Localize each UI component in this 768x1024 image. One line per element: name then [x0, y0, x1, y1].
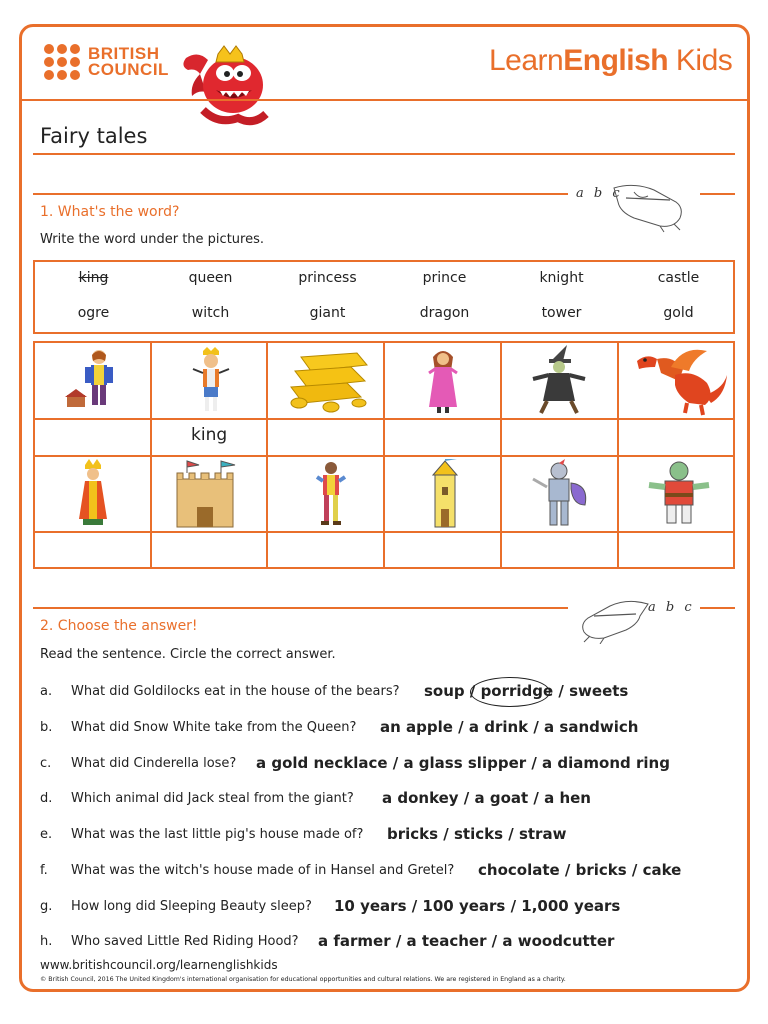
question-row: f. What was the witch's house made of in Hansel and Gretel? chocolate / bricks / cake [40, 861, 682, 879]
word-bank-item: ogre [77, 305, 110, 321]
knight-picture-icon [529, 459, 593, 531]
word-bank-box [33, 260, 735, 334]
british-council-line1: BRITISH [88, 44, 160, 63]
question-row: e. What was the last little pig's house made of? bricks / sticks / straw [40, 825, 567, 843]
section2-rule [33, 607, 568, 609]
word-bank-item: princess [298, 270, 357, 286]
example-answer: king [191, 425, 228, 445]
section2-title: 2. Choose the answer! [40, 618, 198, 634]
writing-hand-icon [576, 594, 652, 644]
witch-picture-icon [527, 345, 591, 417]
section1-rule [33, 193, 568, 195]
header-divider [22, 99, 747, 101]
tower-picture-icon [425, 459, 465, 531]
question-row: a. What did Goldilocks eat in the house of the bears? soup / porridge / sweets [40, 682, 629, 700]
question-row: h. Who saved Little Red Riding Hood? a farmer / a teacher / a woodcutter [40, 932, 615, 950]
dragon-picture-icon [627, 345, 731, 417]
word-bank-item: castle [657, 270, 700, 286]
word-bank-item: king [78, 270, 109, 286]
word-bank-item: witch [191, 305, 230, 321]
ogre-picture-icon [645, 459, 713, 529]
answer-options[interactable]: 10 years / 100 years / 1,000 years [334, 897, 621, 915]
british-council-dots-icon [44, 44, 80, 80]
word-bank-item: prince [422, 270, 467, 286]
giant-picture-icon [65, 347, 125, 415]
section2-instruction: Read the sentence. Circle the correct answer. [40, 647, 336, 662]
british-council-line2: COUNCIL [88, 60, 169, 79]
prince-picture-icon [311, 459, 351, 531]
title-underline [33, 153, 735, 155]
answer-options[interactable]: a gold necklace / a glass slipper / a diamond ring [256, 754, 670, 772]
word-bank-item: knight [539, 270, 584, 286]
writing-hand-icon [604, 178, 688, 234]
queen-picture-icon [69, 459, 117, 529]
section1-instruction: Write the word under the pictures. [40, 232, 264, 247]
section1-rule-right [700, 193, 735, 195]
question-row: d. Which animal did Jack steal from the giant? a donkey / a goat / a hen [40, 789, 591, 807]
answer-circle [470, 677, 550, 707]
footer-copyright: © British Council, 2016 The United Kingdom's international organisation for educational opportunities and cultural relations. We are registered in England as a charity. [40, 976, 566, 983]
section2-abc: a b c [648, 600, 695, 615]
word-bank-item: dragon [419, 305, 470, 321]
gold-picture-icon [281, 347, 377, 415]
word-bank-item: gold [663, 305, 694, 321]
answer-options[interactable]: bricks / sticks / straw [387, 825, 567, 843]
british-council-logo [44, 44, 169, 80]
castle-picture-icon [173, 459, 237, 529]
section1-abc: a b c [576, 186, 623, 201]
footer-url[interactable]: www.britishcouncil.org/learnenglishkids [40, 958, 278, 972]
answer-options[interactable]: a farmer / a teacher / a woodcutter [318, 932, 615, 950]
king-picture-icon [183, 347, 239, 415]
learnenglish-kids-logo: LearnEnglish Kids [489, 44, 733, 77]
answer-options[interactable]: a donkey / a goat / a hen [382, 789, 591, 807]
word-bank-item: queen [188, 270, 233, 286]
question-row: c. What did Cinderella lose? a gold necklace / a glass slipper / a diamond ring [40, 754, 670, 772]
answer-options[interactable]: soup / porridge / sweets [424, 682, 629, 700]
answer-options[interactable]: an apple / a drink / a sandwich [380, 718, 639, 736]
page-title: Fairy tales [40, 124, 148, 148]
word-bank-item: tower [541, 305, 582, 321]
word-bank-item: giant [309, 305, 346, 321]
princess-picture-icon [417, 345, 469, 417]
question-row: g. How long did Sleeping Beauty sleep? 10 years / 100 years / 1,000 years [40, 897, 621, 915]
question-row: b. What did Snow White take from the Queen? an apple / a drink / a sandwich [40, 718, 639, 736]
section2-rule-right [700, 607, 735, 609]
section1-title: 1. What's the word? [40, 204, 180, 220]
red-monster-mascot-icon [178, 40, 278, 130]
answer-options[interactable]: chocolate / bricks / cake [478, 861, 682, 879]
picture-grid [33, 341, 735, 569]
